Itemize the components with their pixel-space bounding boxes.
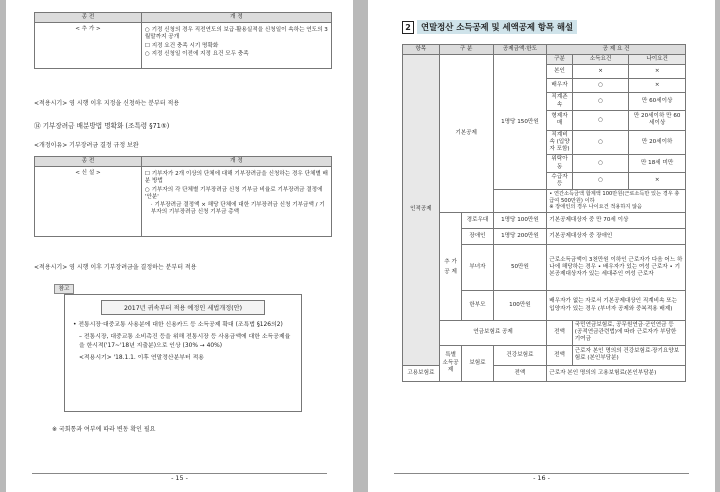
special-deduction-label: 특별 소득공제 (439, 345, 462, 381)
income-requirement: ○ (572, 172, 629, 189)
section-title: 연말정산 소득공제 및 세액공제 항목 해설 (417, 20, 577, 34)
dependent-type: 위탁아동 (547, 155, 572, 172)
income-requirement: ○ (572, 130, 629, 155)
page-16 (368, 0, 715, 492)
income-requirement: ○ (572, 110, 629, 130)
deduction-table (402, 44, 686, 382)
revision-table-1 (34, 12, 332, 69)
additional-deduction-label: 추 가 공 제 (439, 213, 462, 321)
basic-note: ※ 장애인의 경우 나이요건 적용하지 않음 (549, 204, 643, 211)
insurance-amount: 전액 (493, 365, 547, 381)
additional-type: 부녀자 (462, 245, 493, 291)
reference-label: 참고 (54, 284, 74, 294)
previous-cell: < 추 가 > (35, 23, 142, 69)
table-header: 공 제 요 건 (547, 45, 686, 55)
section-14-title: ⑭ 기부장려금 배분방법 명확화 (조특령 §71⑤) (34, 122, 170, 130)
category-personal: 인적공제 (403, 55, 440, 365)
insurance-type: 건강보험료 (493, 345, 547, 365)
dependent-type: 직계존속 (547, 93, 572, 110)
table-header: 개 정 (141, 157, 331, 167)
page-number: - 15 - (171, 474, 188, 482)
dependent-type: 배우자 (547, 79, 572, 93)
sub-header: 나이요건 (629, 55, 686, 65)
additional-amount: 1명당 100만원 (493, 213, 547, 229)
additional-requirement: 근로소득금액이 3천만원 이하인 근로자가 다음 어느 하나에 해당하는 경우 • 배우자가 있는 여성 근로자 • 기본공제대상자가 있는 세대주인 여성 근로자 (547, 245, 686, 291)
income-requirement: ○ (572, 155, 629, 172)
table-header: 항목 (403, 45, 440, 55)
revision-reason: <개정이유> 기부장려금 결정 규정 보완 (34, 142, 139, 149)
revision-item: ☐ 지정 요건 충족 시기 명확화 (144, 42, 219, 49)
revision-item: · 기부장려금 결정액 × 해당 단체에 대한 기부장려금 신청 기부금액 / 기부자의 기부장려금 신청 기부금 총액 (150, 202, 325, 216)
additional-requirement: 기본공제대상자 중 만 70세 이상 (547, 213, 686, 229)
dependent-type: 직계비속 (입양자 포함) (547, 130, 572, 155)
insurance-type: 고용보험료 (403, 365, 440, 381)
age-requirement: 만 18세 미만 (629, 155, 686, 172)
age-requirement: 만 20세이하 만 60세이상 (629, 110, 686, 130)
additional-type: 경로우대 (462, 213, 493, 229)
age-requirement: 만 60세이상 (629, 93, 686, 110)
insurance-requirement: 근로자 본인 명의의 고용보험료(본인부담분) (547, 365, 686, 381)
page-number: - 16 - (533, 474, 550, 482)
age-requirement: × (629, 172, 686, 189)
additional-amount: 50만원 (493, 245, 547, 291)
dependent-type: 본인 (547, 65, 572, 79)
reference-box (64, 294, 302, 412)
pension-deduction-label: 연금보험료 공제 (439, 321, 547, 346)
basic-note: • 연간소득금액 합계액 100만원(근로소득만 있는 경우 총급여 500만원) 이하 (549, 191, 680, 204)
sub-header: 구분 (547, 55, 572, 65)
applied-date: <적용시기> 영 시행 이후 지정을 신청하는 분부터 적용 (34, 100, 180, 107)
section-number: 2 (402, 21, 414, 34)
additional-requirement: 배우자가 없는 자로서 기본공제대상인 직계비속 또는 입양자가 있는 경우 (부녀자 공제와 중복적용 배제) (547, 291, 686, 321)
income-requirement: × (572, 65, 629, 79)
age-requirement: × (629, 79, 686, 93)
pension-amount: 전액 (547, 321, 572, 346)
table-header: 개 정 (141, 13, 331, 23)
table-header: 공제금액·한도 (493, 45, 547, 55)
basic-deduction-amount: 1명당 150만원 (493, 55, 547, 190)
revision-item: ○ 기정 신청의 경우 직전연도의 보급·활용실적을 신청일이 속하는 연도의 3월말까지 공개 (144, 27, 328, 41)
table-header: 종 전 (35, 157, 142, 167)
dependent-type: 수급자 등 (547, 172, 572, 189)
age-requirement: × (629, 65, 686, 79)
additional-amount: 1명당 200만원 (493, 229, 547, 245)
dependent-type: 형제자매 (547, 110, 572, 130)
footnote: ※ 국회통과 여부에 따라 변동 확인 필요 (52, 426, 156, 433)
section-heading (402, 20, 577, 34)
revision-item: ○ 지정 신청일 이전에 지정 요건 모두 충족 (144, 50, 249, 57)
reference-item: – 전통시장, 대중교통 소비촉진 등을 위해 전통시장 등 사용금액에 대한 소득공제율을 한시적('17~'18년 지출분)으로 인상 (30% → 40%) (79, 334, 291, 349)
applied-date: <적용시기> 영 시행 이후 기부장려금을 결정하는 분부터 적용 (34, 264, 197, 271)
page-15 (6, 0, 353, 492)
additional-amount: 100만원 (493, 291, 547, 321)
basic-deduction-label: 기본공제 (439, 55, 493, 213)
revision-item: ○ 기부자의 각 단체별 기부장려금 신청 기부금 비율로 기부장려금 결정에 '안분' (144, 186, 323, 200)
revision-item: ☐ 기부자가 2개 이상의 단체에 대해 기부장려금을 신청하는 경우 단체별 배분 방법 (144, 171, 328, 185)
previous-cell: < 신 설 > (35, 167, 142, 237)
additional-type: 장애인 (462, 229, 493, 245)
additional-requirement: 기본공제대상자 중 장애인 (547, 229, 686, 245)
insurance-label: 보험료 (462, 345, 493, 381)
reference-item: • 전통시장·대중교통 사용분에 대한 신용카드 등 소득공제 확대 (조특법 §126의2) (73, 322, 283, 328)
reference-box-title: 2017년 귀속부터 적용 예정인 세법개정(안) (101, 300, 265, 315)
sub-header: 소득요건 (572, 55, 629, 65)
age-requirement: 만 20세이하 (629, 130, 686, 155)
table-header: 구 분 (439, 45, 493, 55)
income-requirement: ○ (572, 79, 629, 93)
income-requirement: ○ (572, 93, 629, 110)
additional-type: 한부모 (462, 291, 493, 321)
table-header: 종 전 (35, 13, 142, 23)
insurance-requirement: 근로자 본인 명의의 건강보험료·장기요양보험료 (본인부담분) (572, 345, 685, 365)
pension-requirement: 국민연금보험료, 공무원연금·군인연금 등 (공적연금관련법)에 따라 근로자가 부담한 기여금 (572, 321, 685, 346)
reference-item: <적용시기> '18.1.1. 이후 연말정산분부터 적용 (79, 355, 204, 361)
revision-table-2 (34, 156, 332, 237)
insurance-amount: 전액 (547, 345, 572, 365)
